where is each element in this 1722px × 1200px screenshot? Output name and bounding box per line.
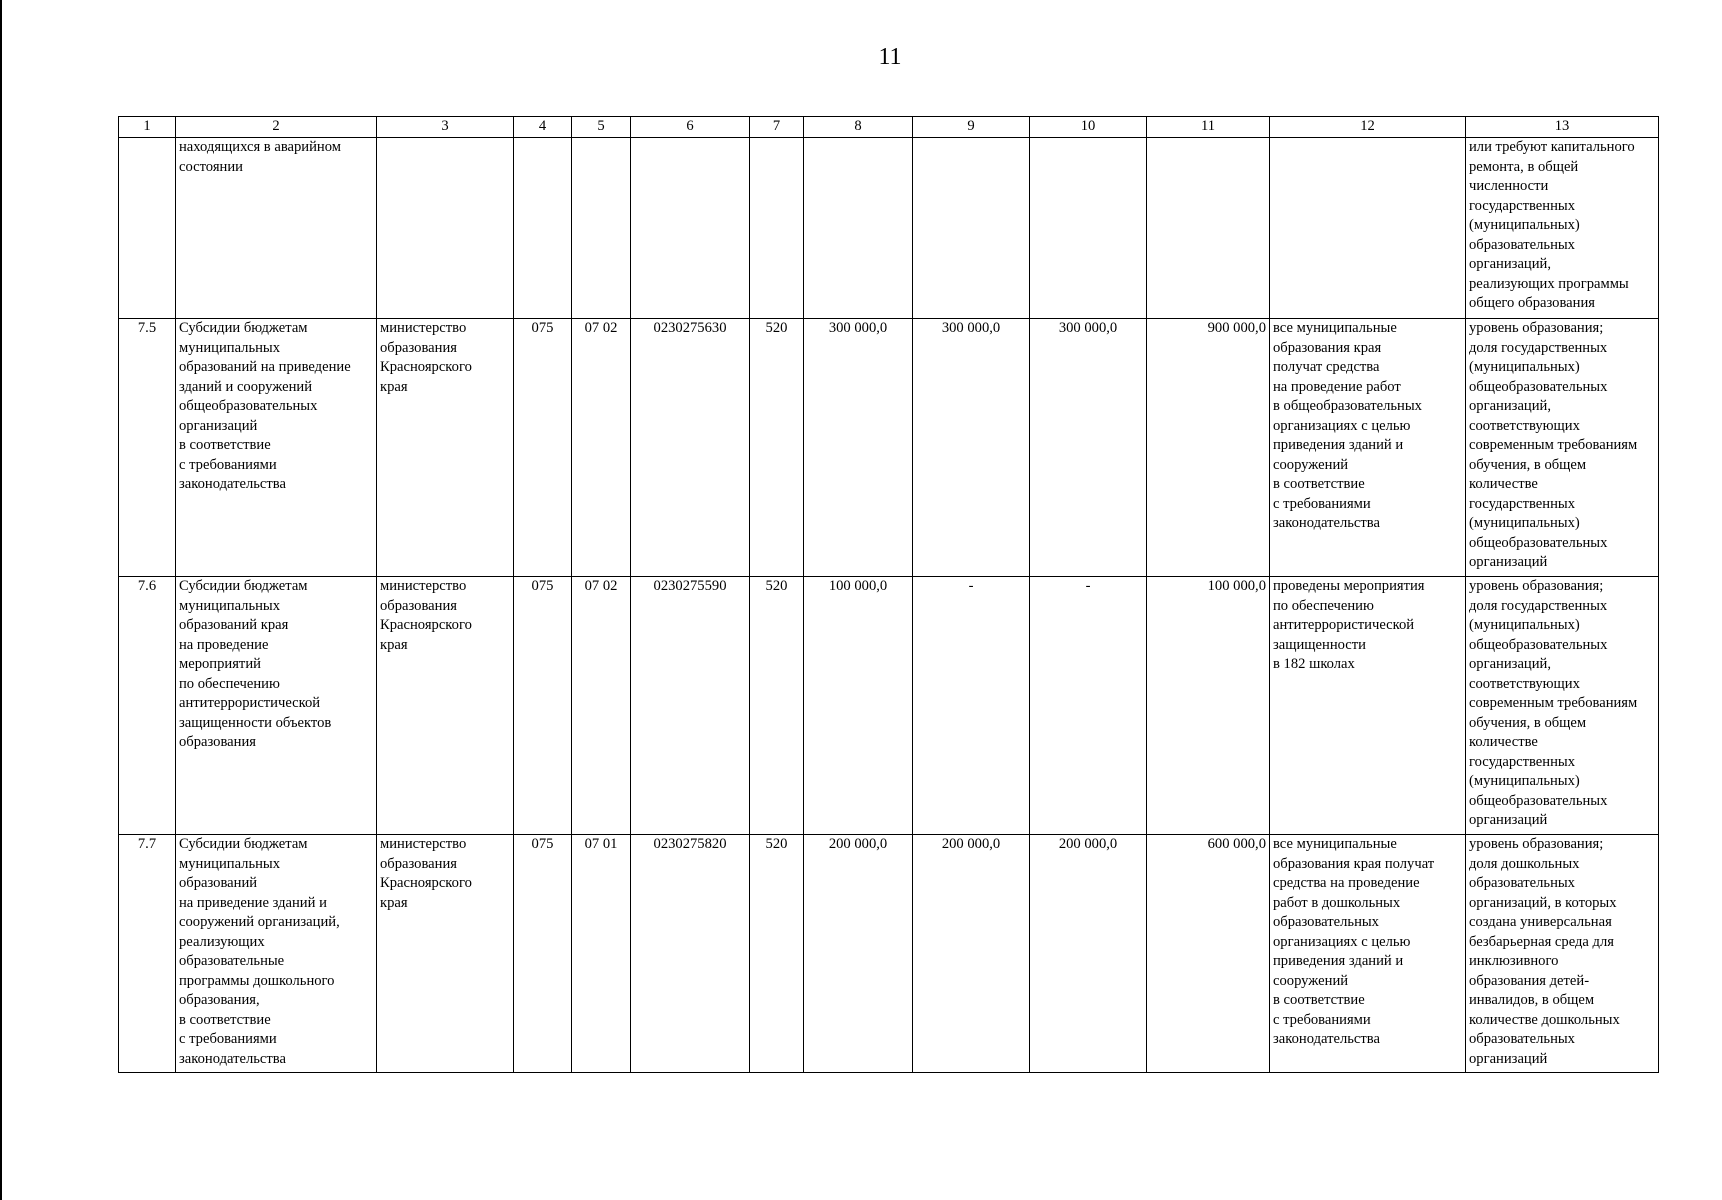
column-header: 10 <box>1030 117 1147 138</box>
total-cell <box>1147 138 1270 319</box>
column-header: 8 <box>804 117 913 138</box>
csr-cell <box>631 138 750 319</box>
table-row <box>119 577 1659 835</box>
description-cell: Субсидии бюджетам муниципальных образований края на проведение мероприятий по обеспечению антитеррористической защищенности объектов образования <box>176 577 377 835</box>
indicator-cell: или требуют капитального ремонта, в общей численности государственных (муниципальных) образовательных организаций, реализующих программы общего образования <box>1466 138 1659 319</box>
row-number-cell <box>119 138 176 319</box>
grbs-cell: 075 <box>514 319 572 577</box>
rzpr-cell: 07 01 <box>572 835 631 1073</box>
executor-cell: министерство образования Красноярского края <box>377 835 514 1073</box>
year3-cell <box>1030 138 1147 319</box>
executor-cell <box>377 138 514 319</box>
year2-cell: 200 000,0 <box>913 835 1030 1073</box>
page-edge-line <box>0 0 2 1200</box>
vr-cell: 520 <box>750 835 804 1073</box>
description-cell: Субсидии бюджетам муниципальных образований на приведение зданий и сооружений общеобразовательных организаций в соответствие с требованиями законодательства <box>176 319 377 577</box>
vr-cell: 520 <box>750 577 804 835</box>
total-cell: 600 000,0 <box>1147 835 1270 1073</box>
table-row <box>119 835 1659 1073</box>
result-cell: все муниципальные образования края получат средства на проведение работ в дошкольных образовательных организациях с целью приведения зданий и сооружений в соответствие с требованиями законодательства <box>1270 835 1466 1073</box>
column-header: 9 <box>913 117 1030 138</box>
indicator-cell: уровень образования; доля дошкольных образовательных организаций, в которых создана универсальная безбарьерная среда для инклюзивного образования детей- инвалидов, в общем количестве дошкольных образовательных организаций <box>1466 835 1659 1073</box>
year2-cell <box>913 138 1030 319</box>
rzpr-cell <box>572 138 631 319</box>
csr-cell: 0230275630 <box>631 319 750 577</box>
row-number-cell: 7.7 <box>119 835 176 1073</box>
column-header: 5 <box>572 117 631 138</box>
result-cell <box>1270 138 1466 319</box>
indicator-cell: уровень образования; доля государственных (муниципальных) общеобразовательных организаций, соответствующих современным требованиям обучения, в общем количестве государственных (муниципальных) общеобразовательных организаций <box>1466 319 1659 577</box>
page-number: 11 <box>878 44 902 70</box>
description-cell: находящихся в аварийном состоянии <box>176 138 377 319</box>
column-header: 3 <box>377 117 514 138</box>
column-header: 13 <box>1466 117 1659 138</box>
indicator-cell: уровень образования; доля государственных (муниципальных) общеобразовательных организаций, соответствующих современным требованиям обучения, в общем количестве государственных (муниципальных) общеобразовательных организаций <box>1466 577 1659 835</box>
year1-cell <box>804 138 913 319</box>
vr-cell <box>750 138 804 319</box>
vr-cell: 520 <box>750 319 804 577</box>
year1-cell: 100 000,0 <box>804 577 913 835</box>
total-cell: 100 000,0 <box>1147 577 1270 835</box>
year1-cell: 300 000,0 <box>804 319 913 577</box>
executor-cell: министерство образования Красноярского края <box>377 319 514 577</box>
year3-cell: 200 000,0 <box>1030 835 1147 1073</box>
column-header: 4 <box>514 117 572 138</box>
row-number-cell: 7.6 <box>119 577 176 835</box>
grbs-cell <box>514 138 572 319</box>
year2-cell: 300 000,0 <box>913 319 1030 577</box>
column-header: 6 <box>631 117 750 138</box>
csr-cell: 0230275590 <box>631 577 750 835</box>
row-number-cell: 7.5 <box>119 319 176 577</box>
table-row-continuation <box>119 138 1659 319</box>
table-row <box>119 319 1659 577</box>
column-number-row <box>119 117 1659 138</box>
column-header: 2 <box>176 117 377 138</box>
total-cell: 900 000,0 <box>1147 319 1270 577</box>
rzpr-cell: 07 02 <box>572 319 631 577</box>
year3-cell: 300 000,0 <box>1030 319 1147 577</box>
column-header: 11 <box>1147 117 1270 138</box>
description-cell: Субсидии бюджетам муниципальных образований на приведение зданий и сооружений организаций, реализующих образовательные программы дошкольного образования, в соответствие с требованиями законодательства <box>176 835 377 1073</box>
program-measures-table <box>118 116 1659 1073</box>
rzpr-cell: 07 02 <box>572 577 631 835</box>
year1-cell: 200 000,0 <box>804 835 913 1073</box>
result-cell: проведены мероприятия по обеспечению антитеррористической защищенности в 182 школах <box>1270 577 1466 835</box>
year2-cell: - <box>913 577 1030 835</box>
column-header: 7 <box>750 117 804 138</box>
column-header: 12 <box>1270 117 1466 138</box>
executor-cell: министерство образования Красноярского края <box>377 577 514 835</box>
grbs-cell: 075 <box>514 577 572 835</box>
csr-cell: 0230275820 <box>631 835 750 1073</box>
grbs-cell: 075 <box>514 835 572 1073</box>
year3-cell: - <box>1030 577 1147 835</box>
result-cell: все муниципальные образования края получат средства на проведение работ в общеобразовательных организациях с целью приведения зданий и сооружений в соответствие с требованиями законодательства <box>1270 319 1466 577</box>
column-header: 1 <box>119 117 176 138</box>
